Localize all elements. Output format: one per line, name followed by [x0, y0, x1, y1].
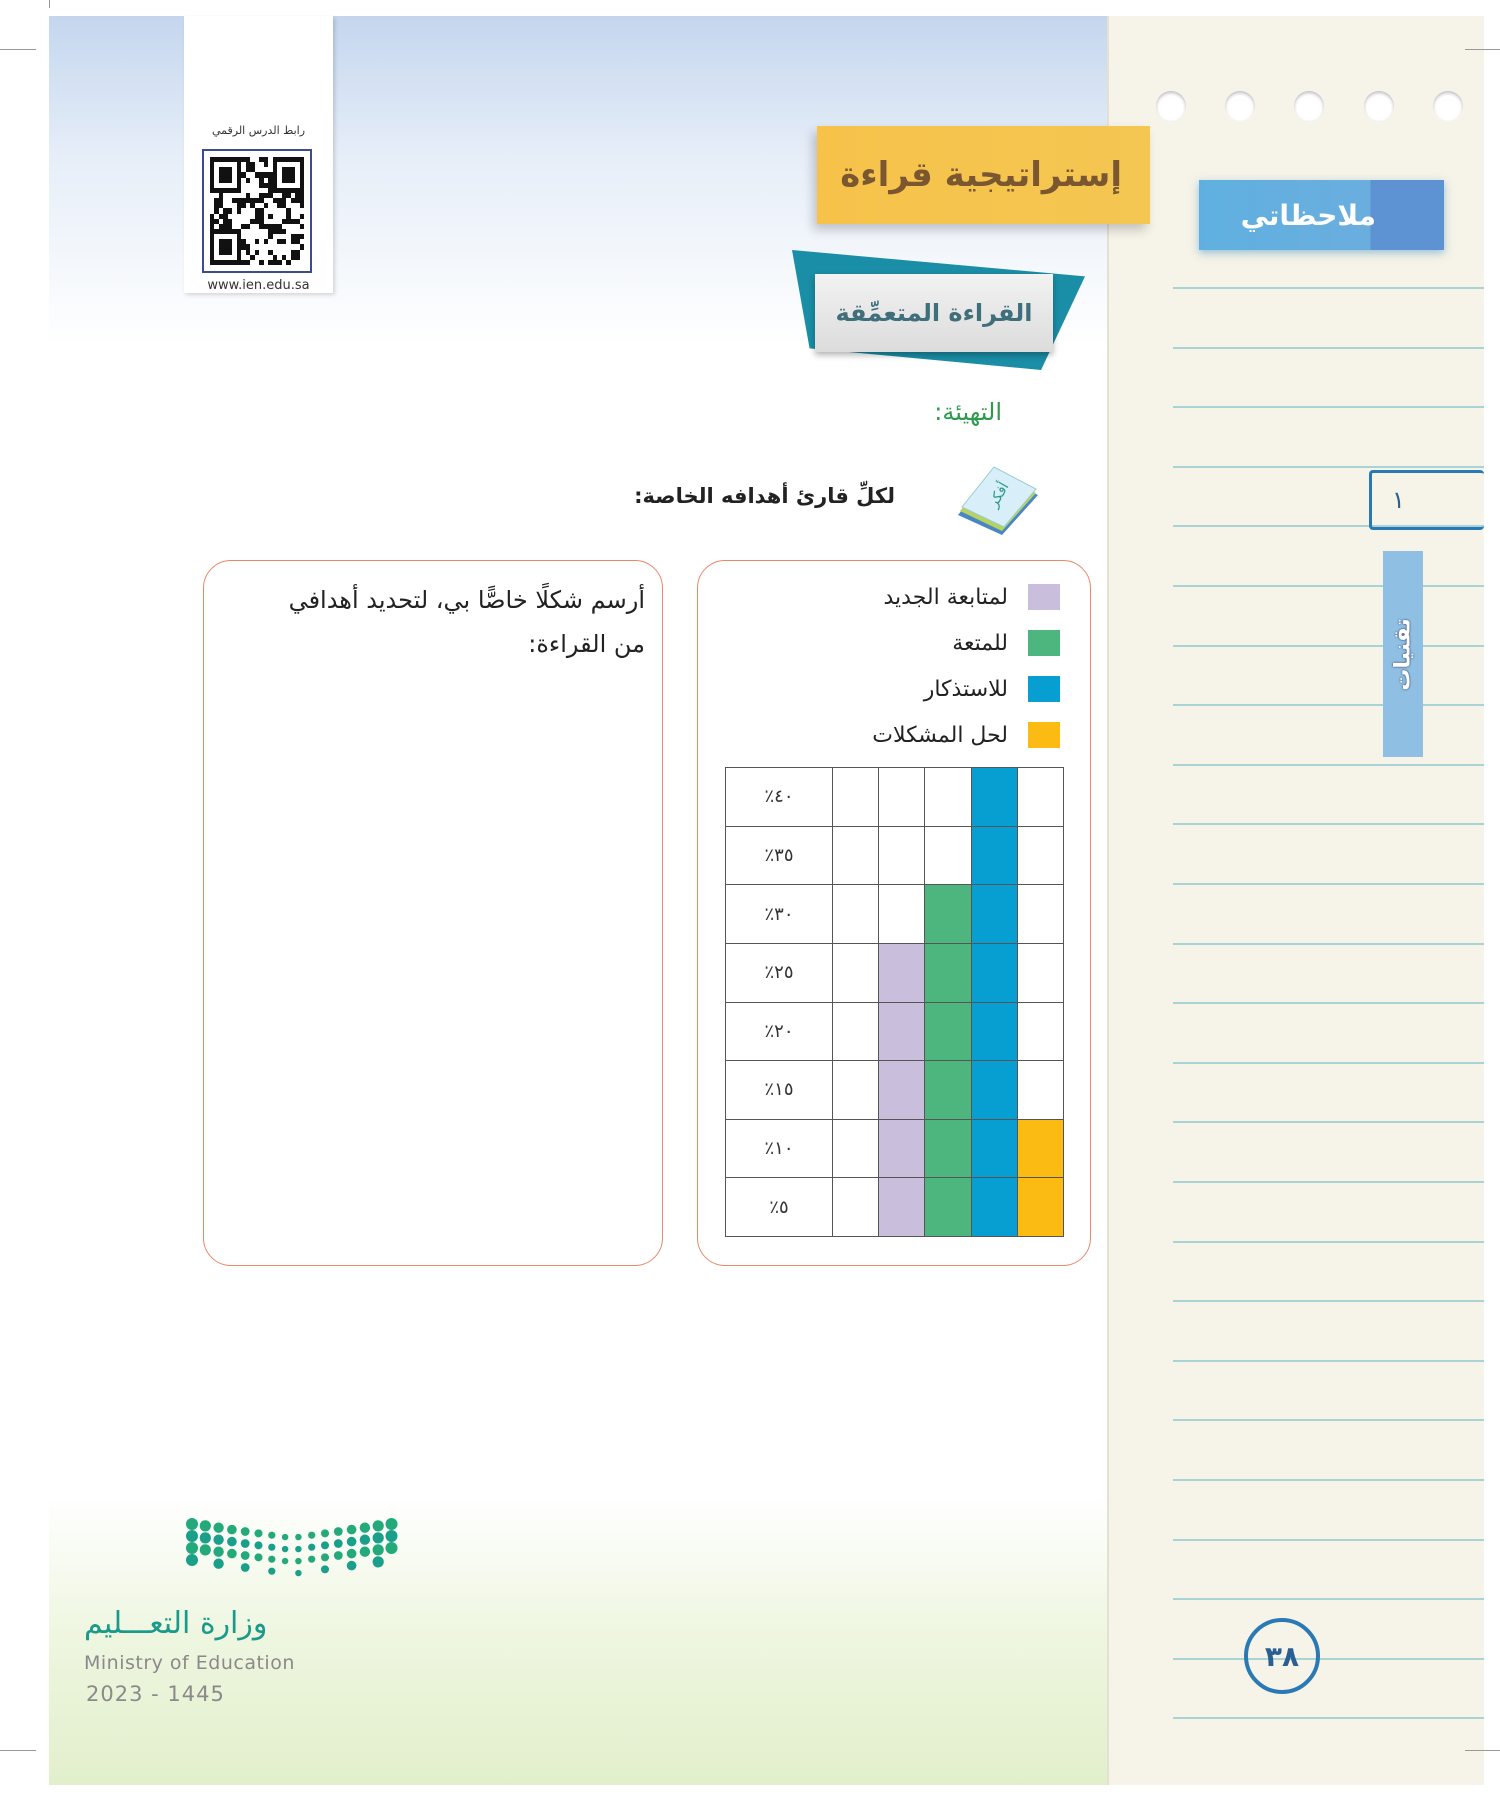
- logo-dot: [186, 1554, 198, 1566]
- book-icon-label: أفكر: [985, 479, 1013, 511]
- subtitle-label: القراءة المتعمِّقة: [815, 274, 1053, 352]
- notebook-line: [1173, 1717, 1484, 1719]
- logo-dot: [200, 1544, 211, 1555]
- logo-dot: [308, 1556, 315, 1563]
- bar-segment: [971, 1119, 1017, 1178]
- logo-dot: [255, 1541, 263, 1549]
- grid-cell: [925, 768, 971, 827]
- legend-swatch: [1028, 722, 1060, 748]
- logo-dot: [334, 1539, 343, 1548]
- logo-dot: [295, 1558, 301, 1564]
- bar-segment: [879, 943, 925, 1002]
- notebook-line: [1173, 287, 1484, 289]
- bar-segment: [1017, 1119, 1063, 1178]
- logo-dot: [360, 1535, 370, 1545]
- logo-dot: [213, 1535, 223, 1545]
- legend-item: [740, 582, 1060, 612]
- grid-cell: [833, 1119, 879, 1178]
- logo-dot: [373, 1544, 384, 1555]
- logo-dot: [295, 1534, 301, 1540]
- grid-cell: [833, 1002, 879, 1061]
- notebook-line: [1173, 1539, 1484, 1541]
- logo-dot: [308, 1544, 315, 1551]
- logo-dot: [227, 1525, 237, 1535]
- logo-dot: [386, 1530, 398, 1542]
- legend-swatch: [1028, 630, 1060, 656]
- logo-dot: [386, 1518, 398, 1530]
- grid-cell: [833, 1061, 879, 1120]
- logo-dot: [282, 1546, 288, 1552]
- notes-number-box: ١: [1369, 470, 1484, 530]
- prep-heading: التهيئة:: [934, 398, 1002, 426]
- chart-row: [726, 1178, 1064, 1237]
- grid-cell: [1017, 885, 1063, 944]
- logo-dot: [347, 1561, 357, 1571]
- logo-dot: [186, 1530, 198, 1542]
- legend-swatch: [1028, 676, 1060, 702]
- notebook-line: [1173, 1002, 1484, 1004]
- page-title: إستراتيجية قراءة: [817, 126, 1150, 224]
- logo-dot: [373, 1532, 384, 1543]
- logo-dot: [334, 1527, 343, 1536]
- logo-dot: [213, 1559, 223, 1569]
- chart-row: [726, 885, 1064, 944]
- bar-segment: [925, 943, 971, 1002]
- binder-hole: [1433, 91, 1463, 121]
- grid-cell: [833, 1178, 879, 1237]
- qr-title: رابط الدرس الرقمي: [211, 124, 306, 137]
- logo-dot: [321, 1565, 329, 1573]
- crop-mark: [0, 1750, 36, 1751]
- drawing-instruction: [215, 578, 645, 666]
- logo-dot: [360, 1523, 370, 1533]
- logo-dot: [268, 1544, 275, 1551]
- logo-dot: [186, 1518, 198, 1530]
- bar-segment: [925, 1119, 971, 1178]
- logo-dot: [360, 1547, 370, 1557]
- logo-dot: [241, 1551, 250, 1560]
- logo-dot: [321, 1541, 329, 1549]
- qr-code[interactable]: [202, 149, 312, 273]
- logo-dot: [347, 1537, 357, 1547]
- ministry-name-ar: وزارة التعـــليم: [84, 1606, 268, 1641]
- legend-label: للمتعة: [952, 630, 1008, 656]
- grid-cell: [833, 826, 879, 885]
- notebook-line: [1173, 1121, 1484, 1123]
- notebook-line: [1173, 585, 1484, 587]
- grid-cell: [833, 768, 879, 827]
- y-tick-label: ٪٣٠: [726, 885, 833, 944]
- book-icon: [952, 465, 1040, 537]
- grid-cell: [925, 826, 971, 885]
- bar-segment: [879, 1178, 925, 1237]
- bar-segment: [971, 1002, 1017, 1061]
- binder-hole: [1364, 91, 1394, 121]
- grid-cell: [1017, 1061, 1063, 1120]
- crop-mark: [1465, 1750, 1500, 1751]
- chart-row: [726, 1119, 1064, 1178]
- notebook-line: [1173, 764, 1484, 766]
- notebook-line: [1173, 883, 1484, 885]
- notebook-line: [1173, 1300, 1484, 1302]
- notebook-line: [1173, 1419, 1484, 1421]
- logo-dot: [282, 1534, 288, 1540]
- chart-row: [726, 1061, 1064, 1120]
- notebook-line: [1173, 823, 1484, 825]
- qr-module: [300, 260, 304, 265]
- edition-year: 2023 - 1445: [86, 1682, 225, 1706]
- chart-row: [726, 943, 1064, 1002]
- legend-label: لمتابعة الجديد: [883, 584, 1008, 610]
- bar-segment: [925, 1178, 971, 1237]
- logo-dot: [200, 1532, 211, 1543]
- legend-label: للاستذكار: [923, 676, 1008, 702]
- drawing-instruction-line1: أرسم شكلًا خاصًّا بي، لتحديد أهدافي: [288, 586, 645, 614]
- bar-segment: [971, 885, 1017, 944]
- logo-dot: [321, 1529, 329, 1537]
- ministry-logo-icon: [186, 1518, 398, 1590]
- y-tick-label: ٪٢٠: [726, 1002, 833, 1061]
- bar-segment: [971, 1061, 1017, 1120]
- logo-dot: [241, 1539, 250, 1548]
- notebook-line: [1173, 704, 1484, 706]
- bar-segment: [925, 1002, 971, 1061]
- notebook-line: [1173, 1062, 1484, 1064]
- grid-cell: [1017, 768, 1063, 827]
- bar-segment: [971, 1178, 1017, 1237]
- bar-segment: [971, 943, 1017, 1002]
- grid-cell: [879, 885, 925, 944]
- bar-segment: [879, 1061, 925, 1120]
- logo-dot: [200, 1520, 211, 1531]
- logo-dot: [227, 1549, 237, 1559]
- bar-segment: [879, 1119, 925, 1178]
- logo-dot: [255, 1529, 263, 1537]
- notebook-line: [1173, 645, 1484, 647]
- goal-statement: لكلِّ قارئ أهدافه الخاصة:: [634, 484, 895, 508]
- notebook-line: [1173, 1598, 1484, 1600]
- chart-row: [726, 1002, 1064, 1061]
- drawing-instruction-line2: من القراءة:: [528, 630, 645, 658]
- page-number: ٣٨: [1244, 1618, 1320, 1694]
- grid-cell: [1017, 1002, 1063, 1061]
- logo-dot: [241, 1563, 250, 1572]
- crop-mark: [49, 0, 50, 8]
- notebook-line: [1173, 347, 1484, 349]
- y-tick-label: ٪١٥: [726, 1061, 833, 1120]
- binder-hole: [1156, 91, 1186, 121]
- bar-segment: [925, 885, 971, 944]
- bar-segment: [879, 1002, 925, 1061]
- logo-dot: [334, 1551, 343, 1560]
- goals-chart: [725, 767, 1064, 1237]
- y-tick-label: ٪٤٠: [726, 768, 833, 827]
- legend-label: لحل المشكلات: [872, 722, 1008, 748]
- grid-cell: [1017, 826, 1063, 885]
- notes-notebook-panel: [1107, 16, 1484, 1785]
- logo-dot: [282, 1558, 288, 1564]
- ministry-name-en: Ministry of Education: [84, 1652, 295, 1674]
- logo-dot: [227, 1537, 237, 1547]
- notebook-line: [1173, 1181, 1484, 1183]
- notes-title: ملاحظاتي: [1199, 180, 1444, 250]
- notebook-line: [1173, 1360, 1484, 1362]
- crop-mark: [0, 49, 36, 50]
- chart-row: [726, 768, 1064, 827]
- logo-dot: [373, 1556, 384, 1567]
- y-tick-label: ٪١٠: [726, 1119, 833, 1178]
- logo-dot: [268, 1532, 275, 1539]
- bar-segment: [925, 1061, 971, 1120]
- logo-dot: [268, 1568, 275, 1575]
- grid-cell: [833, 943, 879, 1002]
- chart-row: [726, 826, 1064, 885]
- notebook-line: [1173, 406, 1484, 408]
- notebook-line: [1173, 943, 1484, 945]
- logo-dot: [213, 1523, 223, 1533]
- logo-dot: [295, 1570, 301, 1576]
- y-tick-label: ٪٣٥: [726, 826, 833, 885]
- legend-item: [740, 720, 1060, 750]
- y-tick-label: ٪٥: [726, 1178, 833, 1237]
- notebook-line: [1173, 1479, 1484, 1481]
- crop-mark: [1465, 49, 1500, 50]
- logo-dot: [308, 1532, 315, 1539]
- grid-cell: [879, 768, 925, 827]
- notebook-line: [1173, 466, 1484, 468]
- logo-dot: [295, 1546, 301, 1552]
- binder-hole: [1225, 91, 1255, 121]
- bar-segment: [1017, 1178, 1063, 1237]
- logo-dot: [321, 1553, 329, 1561]
- bar-segment: [971, 826, 1017, 885]
- logo-dot: [268, 1556, 275, 1563]
- tab-techniques[interactable]: [1383, 551, 1423, 757]
- logo-dot: [241, 1527, 250, 1536]
- grid-cell: [833, 885, 879, 944]
- logo-dot: [386, 1542, 398, 1554]
- logo-dot: [213, 1547, 223, 1557]
- logo-dot: [186, 1542, 198, 1554]
- tab-techniques-label: تقنيات: [1390, 617, 1416, 691]
- bar-segment: [971, 768, 1017, 827]
- logo-dot: [347, 1525, 357, 1535]
- logo-dot: [347, 1549, 357, 1559]
- notebook-line: [1173, 1241, 1484, 1243]
- grid-cell: [879, 826, 925, 885]
- y-tick-label: ٪٢٥: [726, 943, 833, 1002]
- legend-swatch: [1028, 584, 1060, 610]
- qr-url[interactable]: www.ien.edu.sa: [207, 278, 310, 293]
- logo-dot: [373, 1520, 384, 1531]
- binder-hole: [1294, 91, 1324, 121]
- grid-cell: [1017, 943, 1063, 1002]
- logo-dot: [255, 1553, 263, 1561]
- legend-item: [740, 628, 1060, 658]
- notebook-line: [1173, 1658, 1484, 1660]
- qr-card[interactable]: [184, 16, 333, 293]
- legend-item: [740, 674, 1060, 704]
